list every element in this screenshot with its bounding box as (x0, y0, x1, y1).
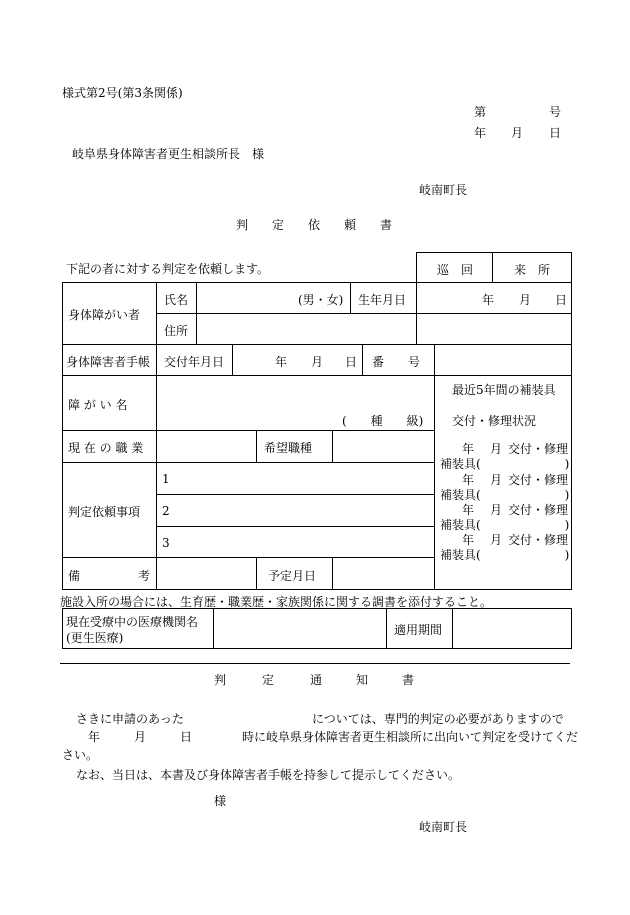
notice-line3: さい。 (62, 748, 99, 762)
equip-month: 月 (490, 473, 503, 487)
request-title-char: 定 (272, 218, 285, 232)
issue-year: 年 (275, 355, 288, 369)
equip-year: 年 (462, 533, 475, 547)
section-divider (60, 663, 570, 664)
equip-kofu-shuri: 交付・修理 (508, 473, 569, 487)
period-label: 適用期間 (394, 623, 443, 637)
notice-line4: なお、当日は、本書及び身体障害者手帳を持参して提示してください。 (76, 768, 461, 782)
sender: 岐南町長 (419, 183, 468, 197)
addressee: 岐阜県身体障害者更生相談所長 様 (72, 147, 265, 161)
date-day: 日 (549, 126, 562, 140)
equip-kofu-shuri: 交付・修理 (508, 503, 569, 517)
equip-month: 月 (490, 503, 503, 517)
notice-line1-a: さきに申請のあった (76, 712, 184, 726)
issue-month: 月 (311, 355, 324, 369)
equip-line: 補装具( ) (440, 457, 570, 471)
issue-day: 日 (345, 355, 358, 369)
notice-line2: 時に岐阜県身体障害者更生相談所に出向いて判定を受けてくだ (242, 730, 579, 744)
person-label: 身体障がい者 (68, 308, 141, 322)
equip-line: 補装具( ) (440, 488, 570, 502)
equip-kofu-shuri: 交付・修理 (508, 533, 569, 547)
medical-institution-label: 現在受療中の医療機関名 (66, 615, 199, 629)
attachment-note: 施設入所の場合には、生育歴・職業歴・家族関係に関する調書を添付すること。 (60, 595, 493, 609)
rehab-medical-label: (更生医療) (66, 631, 124, 645)
notice-line1-b: については、専門的判定の必要がありますので (312, 712, 564, 726)
notice-sama: 様 (214, 794, 227, 808)
birth-year: 年 (482, 293, 495, 307)
notice-title-char: 判 (214, 673, 227, 687)
notice-day: 日 (180, 730, 193, 744)
request-title-char: 依 (308, 218, 321, 232)
request-title-char: 判 (236, 218, 249, 232)
item-number: 2 (162, 504, 170, 518)
sex-label: (男・女) (298, 293, 344, 307)
remarks-label-1: 備 (68, 569, 81, 583)
grade-label: ( 種 級) (342, 414, 424, 428)
notice-month: 月 (134, 730, 147, 744)
number-go: 号 (549, 105, 562, 119)
scheduled-date-label: 予定月日 (268, 569, 317, 583)
date-month: 月 (511, 126, 524, 140)
equip-kofu-shuri: 交付・修理 (508, 442, 569, 456)
equip-month: 月 (490, 533, 503, 547)
birthdate-label: 生年月日 (358, 293, 407, 307)
item-number: 3 (162, 536, 170, 550)
request-title-char: 頼 (344, 218, 357, 232)
date-year: 年 (474, 126, 487, 140)
raisho-option: 来 所 (514, 263, 551, 277)
name-label: 氏名 (164, 293, 189, 307)
birth-day: 日 (555, 293, 568, 307)
request-title-char: 書 (380, 218, 393, 232)
number-dai: 第 (474, 105, 487, 119)
issue-date-label: 交付年月日 (164, 355, 225, 369)
items-label: 判定依頼事項 (68, 505, 141, 519)
request-intro: 下記の者に対する判定を依頼します。 (66, 262, 270, 276)
form-number: 様式第2号(第3条関係) (62, 86, 183, 100)
notice-title-char: 知 (356, 673, 369, 687)
equip-month: 月 (490, 442, 503, 456)
junkai-option: 巡 回 (437, 263, 474, 277)
disability-name-label: 障 が い 名 (68, 398, 128, 412)
job-label: 現 在 の 職 業 (68, 441, 144, 455)
notice-title-char: 書 (402, 673, 415, 687)
recent-equip-label: 最近5年間の補装具 (452, 383, 556, 397)
notice-sender: 岐南町長 (419, 820, 468, 834)
remarks-label-2: 考 (138, 569, 151, 583)
address-label: 住所 (164, 324, 189, 338)
equip-year: 年 (462, 503, 475, 517)
equip-status-label: 交付・修理状況 (452, 414, 537, 428)
equip-line: 補装具( ) (440, 518, 570, 532)
desired-job-label: 希望職種 (264, 441, 313, 455)
equip-year: 年 (462, 442, 475, 456)
notice-title-char: 通 (310, 673, 323, 687)
birth-month: 月 (519, 293, 532, 307)
equip-year: 年 (462, 473, 475, 487)
bango-label: 番 号 (372, 355, 421, 369)
techo-label: 身体障害者手帳 (66, 355, 151, 369)
notice-title-char: 定 (262, 673, 275, 687)
item-number: 1 (162, 472, 170, 486)
equip-line: 補装具( ) (440, 548, 570, 562)
notice-year: 年 (88, 730, 101, 744)
